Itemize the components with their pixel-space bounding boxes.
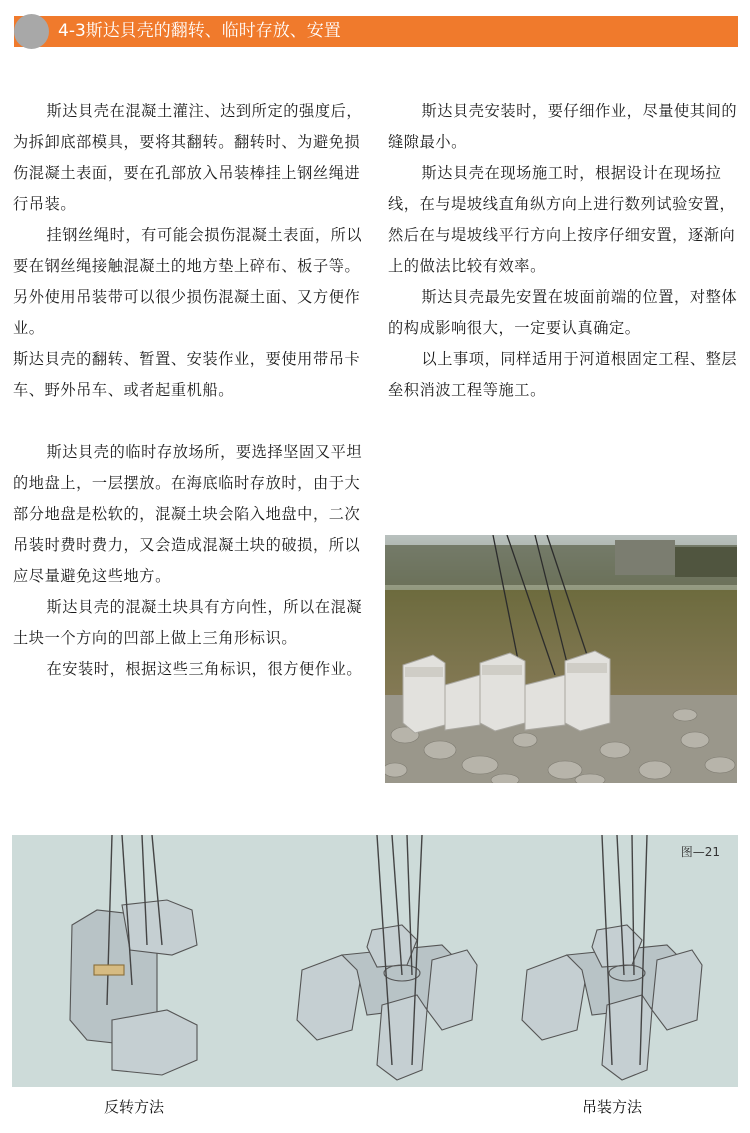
paragraph: 斯达貝壳安装时，要仔细作业，尽量使其间的缝隙最小。 xyxy=(388,102,738,151)
figure-number: 图—21 xyxy=(680,845,720,859)
caption-left: 反转方法 xyxy=(104,1098,165,1116)
paragraph: 斯达貝壳在混凝土灌注、达到所定的强度后，为拆卸底部模具，要将其翻转。翻转时、为避免损伤混凝土表面，要在孔部放入吊装棒挂上钢丝绳进行吊装。 xyxy=(13,102,363,213)
paragraph: 挂钢丝绳时，有可能会损伤混凝土表面，所以要在钢丝绳接触混凝土的地方垫上碎布、板子等。另外使用吊装带可以很少损伤混凝土面、又方便作业。 xyxy=(13,226,363,337)
paragraph: 斯达貝壳的临时存放场所，要选择坚固又平坦的地盘上，一层摆放。在海底临时存放时，由于大部分地盘是松软的，混凝土块会陷入地盘中，二次吊装时费时费力，又会造成混凝土块的破损，所以应尽量避免这些地方。 xyxy=(13,443,363,585)
paragraph: 斯达貝壳的混凝土块具有方向性，所以在混凝土块一个方向的凹部上做上三角形标识。 xyxy=(13,598,363,647)
paragraph: 斯达貝壳最先安置在坡面前端的位置，对整体的构成影响很大，一定要认真确定。 xyxy=(388,288,738,337)
diagram-figure xyxy=(12,835,738,1087)
paragraph: 在安装时，根据这些三角标识，很方便作业。 xyxy=(46,660,363,678)
paragraph: 斯达貝壳的翻转、暂置、安装作业，要使用带吊卡车、野外吊车、或者起重机船。 xyxy=(13,350,361,399)
site-photo xyxy=(385,535,737,783)
paragraph: 斯达貝壳在现场施工时，根据设计在现场拉线，在与堤坡线直角纵方向上进行数列试验安置，然后在与堤坡线平行方向上按序仔细安置，逐渐向上的做法比较有效率。 xyxy=(388,164,736,275)
header-circle-icon xyxy=(14,14,49,49)
caption-right: 吊装方法 xyxy=(582,1098,643,1116)
paragraph: 以上事项，同样适用于河道根固定工程、整层垒积消波工程等施工。 xyxy=(388,350,738,399)
right-text-column xyxy=(388,96,738,406)
left-text-column xyxy=(13,96,365,685)
section-title: 4-3斯达貝壳的翻转、临时存放、安置 xyxy=(58,21,341,41)
